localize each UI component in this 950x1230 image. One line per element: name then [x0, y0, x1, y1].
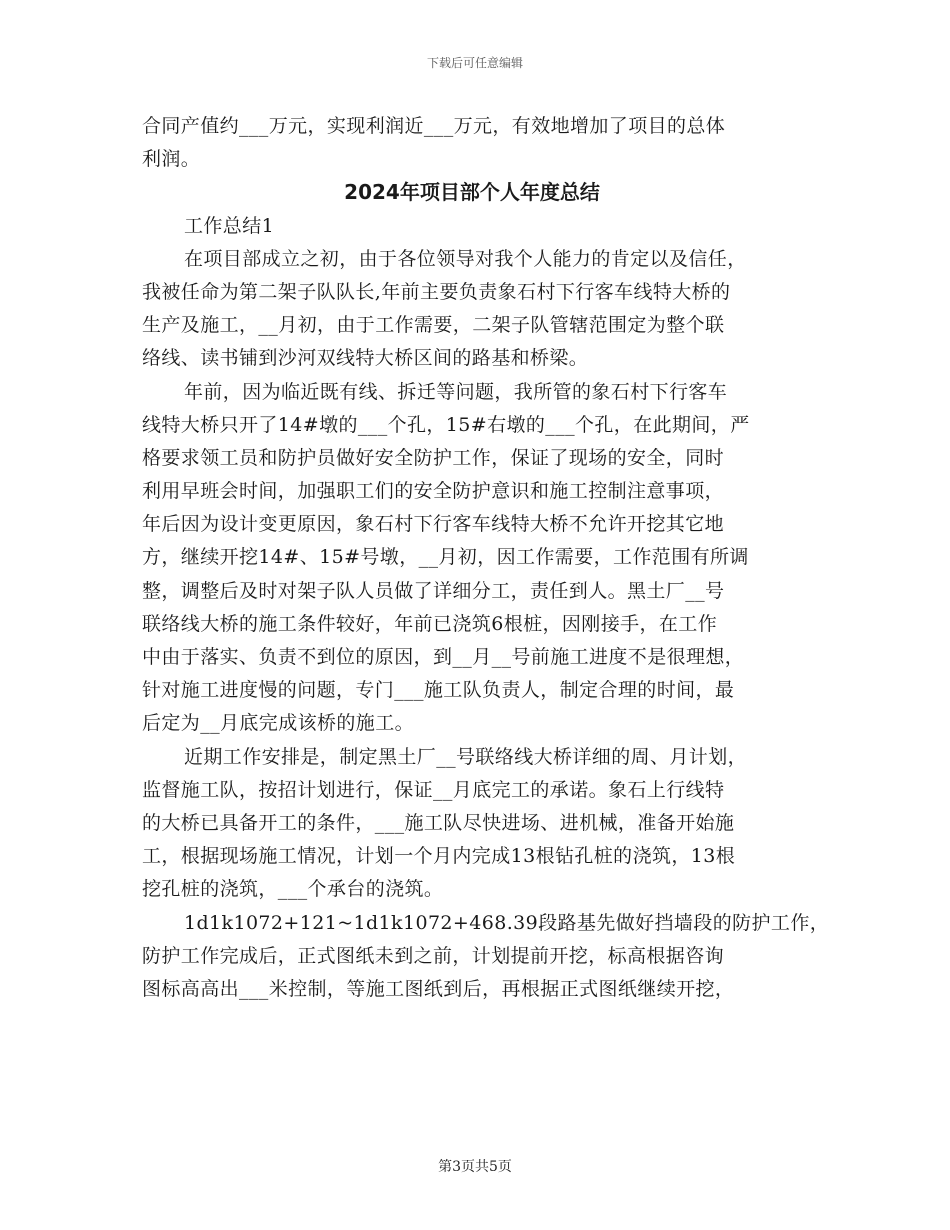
text-line: 监督施工队，按招计划进行，保证__月底完工的承诺。象石上行线特	[142, 778, 725, 801]
text-line: 的大桥已具备开工的条件，___施工队尽快进场、进机械，准备开始施	[142, 811, 735, 834]
text-line: 工作总结1	[184, 214, 275, 237]
text-line: 利润。	[142, 148, 201, 171]
text-line: 合同产值约___万元，实现利润近___万元，有效地增加了项目的总体	[142, 115, 726, 137]
text-line: 利用早班会时间，加强职工们的安全防护意识和施工控制注意事项，	[142, 480, 725, 503]
text-line: 后定为__月底完成该桥的施工。	[142, 712, 415, 735]
text-line: 线特大桥只开了14#墩的___个孔，15#右墩的___个孔，在此期间，严	[142, 413, 750, 436]
text-line: 挖孔桩的浇筑，___个承台的浇筑。	[142, 878, 444, 901]
text-line: 图标高高出___米控制，等施工图纸到后，再根据正式图纸继续开挖，	[142, 977, 735, 1000]
text-line: 联络线大桥的施工条件较好，年前已浇筑6根桩，因刚接手，在工作	[142, 612, 718, 635]
text-line: 络线、读书铺到沙河双线特大桥区间的路基和桥梁。	[142, 347, 589, 370]
text-line: 方，继续开挖14#、15#号墩，__月初，因工作需要，工作范围有所调	[142, 546, 749, 569]
text-line: 工，根据现场施工情况，计划一个月内完成13根钻孔桩的浇筑，13根	[142, 845, 736, 868]
text-line: 防护工作完成后，正式图纸未到之前，计划提前开挖，标高根据咨询	[142, 944, 725, 967]
page-header-note: 下载后可任意编辑	[426, 56, 523, 70]
document-body	[142, 110, 830, 1006]
text-line: 年前，因为临近既有线、拆迁等问题，我所管的象石村下行客车	[184, 380, 728, 403]
text-line: 针对施工进度慢的问题，专门___施工队负责人，制定合理的时间，最	[142, 679, 735, 702]
text-line: 整，调整后及时对架子队人员做了详细分工，责任到人。黑土厂__号	[142, 579, 725, 602]
text-line: 格要求领工员和防护员做好安全防护工作，保证了现场的安全，同时	[142, 446, 725, 469]
text-line: 年后因为设计变更原因，象石村下行客车线特大桥不允许开挖其它地	[142, 513, 725, 536]
text-line: 中由于落实、负责不到位的原因，到__月__号前施工进度不是很理想，	[142, 646, 745, 668]
text-line: 生产及施工，__月初，由于工作需要，二架子队管辖范围定为整个联	[142, 314, 725, 337]
text-line: 我被任命为第二架子队队长,年前主要负责象石村下行客车线特大桥的	[142, 280, 731, 303]
document-title: 2024年项目部个人年度总结	[344, 180, 600, 205]
text-line: 近期工作安排是，制定黑土厂__号联络线大桥详细的周、月计划，	[184, 745, 748, 768]
text-line: 在项目部成立之初，由于各位领导对我个人能力的肯定以及信任，	[184, 247, 747, 270]
page-number-footer: 第3页共5页	[438, 1159, 512, 1175]
text-line: 1d1k1072+121~1d1k1072+468.39段路基先做好挡墙段的防护工作，	[184, 911, 830, 934]
